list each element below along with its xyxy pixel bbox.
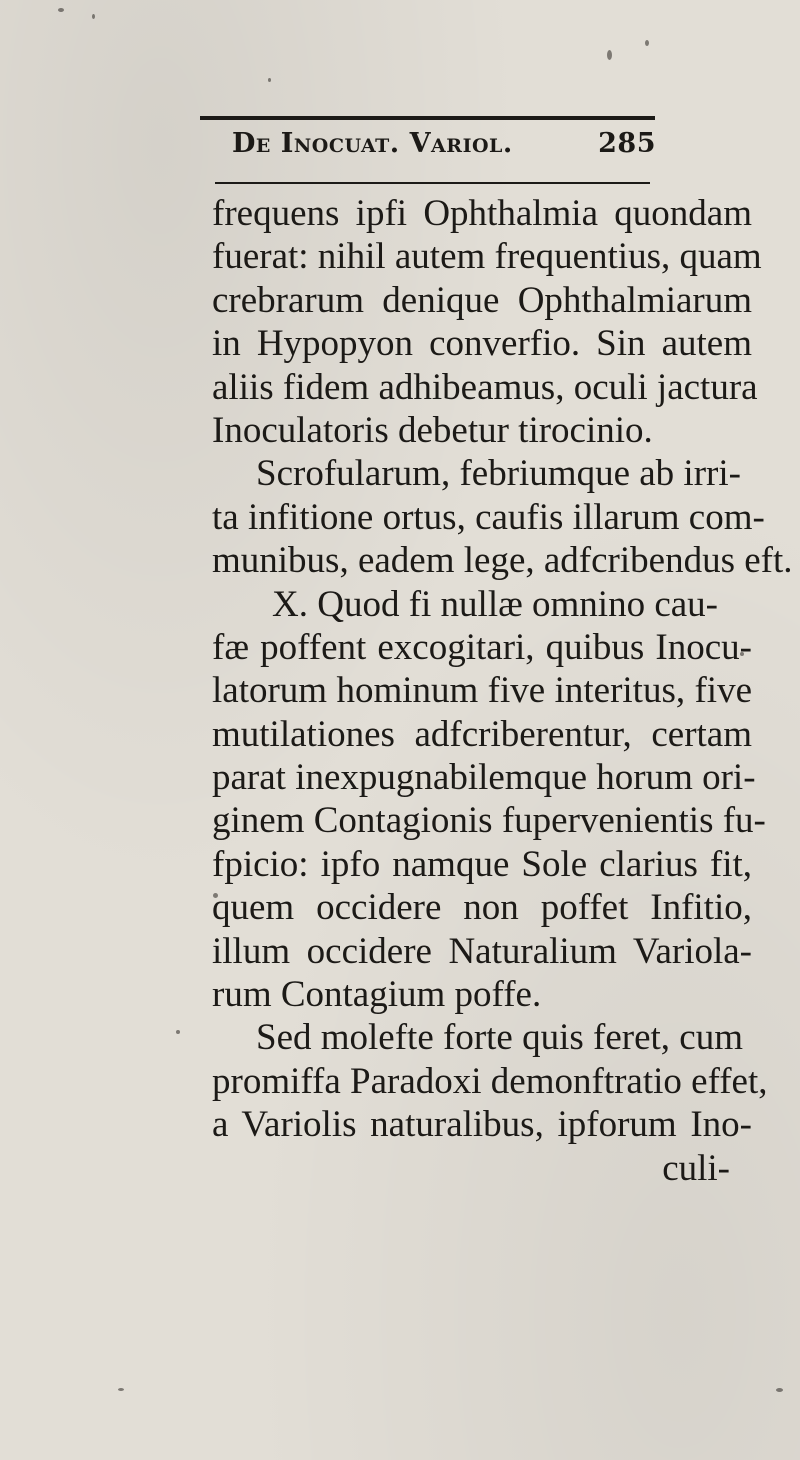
text-line: fpicio: ipfo namque Sole clarius fit, <box>212 843 752 885</box>
paper-speckle <box>176 1030 180 1034</box>
body-text <box>212 192 793 1190</box>
text-line: ginem Contagionis fupervenientis fu- <box>212 800 766 842</box>
text-line: mutilationes adfcriberentur, certam <box>212 713 752 755</box>
paper-speckle <box>776 1388 783 1392</box>
text-line: parat inexpugnabilemque horum ori- <box>212 757 756 799</box>
text-line: aliis fidem adhibeamus, oculi jactura <box>212 366 758 408</box>
text-line: a Variolis naturalibus, ipforum Ino- <box>212 1104 752 1146</box>
catchword: culi- <box>662 1147 730 1189</box>
paper-speckle <box>607 50 612 60</box>
text-line: illum occidere Naturalium Variola- <box>212 930 752 972</box>
text-line: munibus, eadem lege, adfcribendus eft. <box>212 540 793 582</box>
paper-speckle <box>645 40 649 46</box>
running-title: De Inocuat. Variol. <box>232 128 513 159</box>
text-line: X. Quod fi nullæ omnino cau- <box>272 583 719 625</box>
text-line: fuerat: nihil autem frequentius, quam <box>212 236 762 278</box>
text-line: crebrarum denique Ophthalmiarum <box>212 279 752 321</box>
text-line: Sed molefte forte quis feret, cum <box>256 1017 743 1059</box>
paper-speckle <box>58 8 64 12</box>
text-line: promiffa Paradoxi demonftratio effet, <box>212 1060 768 1102</box>
text-line: quem occidere non poffet Infitio, <box>212 887 752 929</box>
header-rule-bottom <box>215 182 650 184</box>
text-line: Scrofularum, febriumque ab irri- <box>256 453 741 495</box>
text-line: fæ poffent excogitari, quibus Inocu- <box>212 626 752 668</box>
paper-speckle <box>92 14 95 19</box>
text-line: Inoculatoris debetur tirocinio. <box>212 409 653 451</box>
text-line: rum Contagium poffe. <box>212 974 542 1016</box>
text-line: in Hypopyon converfio. Sin autem <box>212 323 752 365</box>
paper-speckle <box>118 1388 124 1391</box>
text-line: ta infitione ortus, caufis illarum com- <box>212 496 765 538</box>
page-number: 285 <box>598 128 656 159</box>
running-header <box>232 128 662 172</box>
paper-speckle <box>268 78 271 82</box>
header-rule-top <box>200 116 655 120</box>
text-line: latorum hominum five interitus, five <box>212 670 752 712</box>
text-line: frequens ipfi Ophthalmia quondam <box>212 193 752 234</box>
